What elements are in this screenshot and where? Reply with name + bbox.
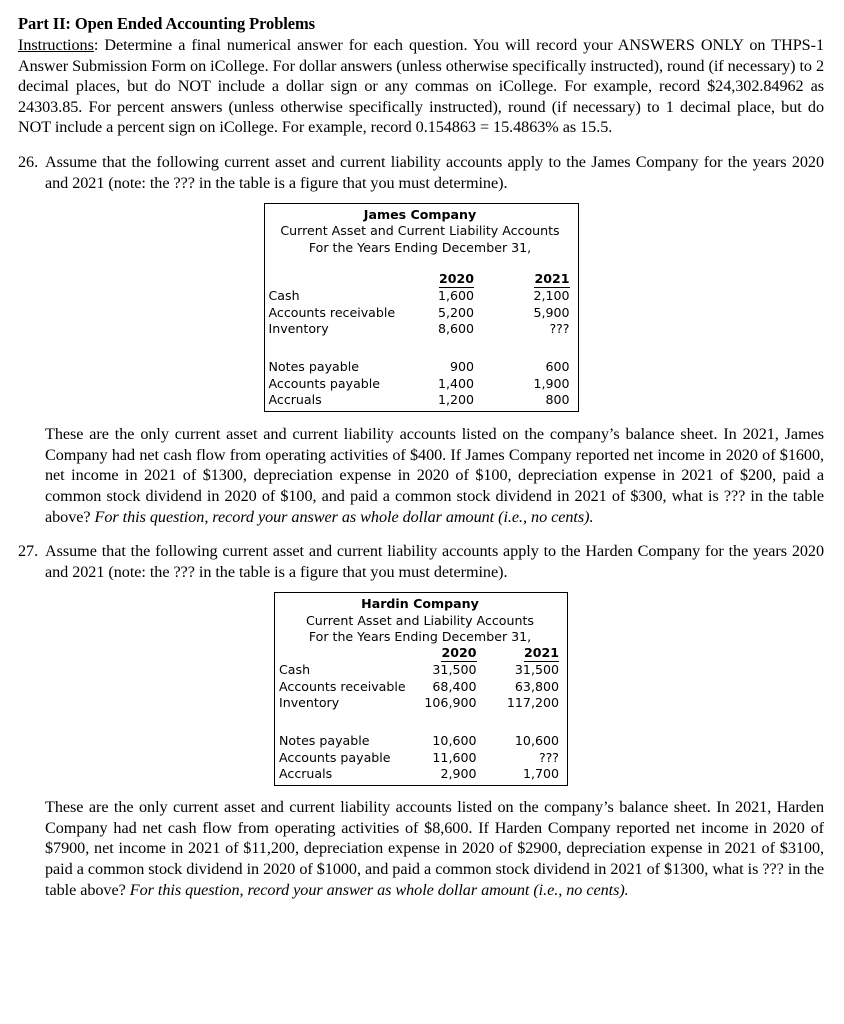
- cell-accruals-2021: 800: [545, 391, 570, 407]
- table-row: [269, 376, 572, 392]
- table-row: [279, 662, 561, 678]
- row-label-accounts-payable: Accounts payable: [268, 375, 381, 391]
- question-26-explanation-emphasis: For this question, record your answer as whole dollar amount (i.e., no cents).: [94, 507, 594, 526]
- column-header-2020: 2020: [406, 645, 491, 662]
- question-27-prompt: Assume that the following current asset and current liability accounts apply to the Harden Company for the years 2020 and 2021 (note: the ??? in the table is a figure that you must determine).: [45, 542, 824, 581]
- question-27-number: 27.: [18, 542, 39, 561]
- table-row: [279, 766, 561, 782]
- page-title: Part II: Open Ended Accounting Problems: [18, 14, 315, 33]
- cell-accounts-receivable-2020: 5,200: [437, 304, 474, 320]
- column-header-2021: 2021: [491, 645, 562, 662]
- table-row: [269, 359, 572, 375]
- cell-accounts-payable-2020: 11,600: [432, 749, 477, 765]
- table-hardin-wrapper: [18, 582, 824, 786]
- question-27-explanation-text: These are the only current asset and current liability accounts listed on the company’s balance sheet. In 2021, Harden Company had net cash flow from operating activities of $8,600. If Harden Company reported net income in 2020 of $7900, net income in 2021 of $11,200, depreciation expense in 2020 of $2900, depreciation expense in 2021 of $3100, paid a common stock dividend in 2020 of $1000, and paid a common stock dividend in 2021 of $1300, what is ??? in the table above?: [45, 798, 824, 899]
- question-26-explanation: [18, 424, 824, 527]
- question-27-explanation-emphasis: For this question, record your answer as whole dollar amount (i.e., no cents).: [129, 880, 629, 899]
- cell-accruals-2021: 1,700: [522, 765, 559, 781]
- question-27: [18, 541, 824, 582]
- james-table-subtitle-2: For the Years Ending December 31,: [308, 239, 532, 255]
- cell-accruals-2020: 1,200: [437, 391, 474, 407]
- cell-accounts-payable-2020: 1,400: [437, 375, 474, 391]
- table-section-gap: [279, 711, 561, 733]
- table-row: [279, 695, 561, 711]
- cell-accounts-receivable-2021: 63,800: [514, 678, 559, 694]
- james-table-subtitle-1: Current Asset and Current Liability Accounts: [280, 223, 560, 239]
- instructions-label: Instructions: [18, 36, 94, 54]
- spacer-cell: [269, 256, 572, 271]
- table-row: [269, 321, 572, 337]
- row-label-accruals: Accruals: [268, 391, 322, 407]
- cell-cash-2021: 2,100: [533, 288, 570, 304]
- cell-accounts-receivable-2020: 68,400: [432, 678, 477, 694]
- cell-cash-2021: 31,500: [514, 662, 559, 678]
- hardin-table-subtitle-1: Current Asset and Liability Accounts: [306, 612, 534, 628]
- table-subtitle-row-1: [279, 613, 561, 629]
- hardin-company-table: [274, 592, 568, 786]
- row-label-inventory: Inventory: [279, 695, 340, 711]
- cell-accounts-payable-2021: 1,900: [533, 375, 570, 391]
- table-james-wrapper: [18, 193, 824, 412]
- cell-accounts-receivable-2021: 5,900: [533, 304, 570, 320]
- row-label-accounts-receivable: Accounts receivable: [279, 678, 406, 694]
- table-spacer-row: [269, 256, 572, 271]
- cell-accounts-payable-2021: ???: [538, 749, 559, 765]
- cell-inventory-2021: ???: [549, 320, 570, 336]
- row-label-accounts-payable: Accounts payable: [279, 749, 391, 765]
- table-row: [269, 305, 572, 321]
- instructions-paragraph: [18, 35, 824, 138]
- row-label-inventory: Inventory: [268, 320, 329, 336]
- cell-accruals-2020: 2,900: [440, 765, 477, 781]
- table-row: [279, 750, 561, 766]
- question-26-prompt: Assume that the following current asset and current liability accounts apply to the James Company for the years 2020 and 2021 (note: the ??? in the table is a figure that you must determine).: [45, 152, 824, 192]
- cell-inventory-2020: 106,900: [424, 695, 477, 711]
- gap-cell: [279, 711, 561, 733]
- question-26-explanation-text: These are the only current asset and current liability accounts listed on the company’s balance sheet. In 2021, James Company had net cash flow from operating activities of $400. If James Company reported net income in 2020 of $1600, net income in 2021 of $1300, depreciation expense in 2020 of $100, depreciation expense in 2021 of $200, paid a common stock dividend in 2020 of $100, and paid a common stock dividend in 2021 of $300, what is ??? in the table above?: [45, 425, 824, 526]
- row-label-notes-payable: Notes payable: [268, 359, 359, 375]
- column-header-blank: [269, 271, 396, 288]
- table-subtitle-row-2: [279, 629, 561, 645]
- gap-cell: [269, 337, 572, 359]
- table-row: [279, 733, 561, 749]
- james-table-title: James Company: [363, 207, 477, 223]
- table-subtitle-row-2: [269, 240, 572, 256]
- row-label-accruals: Accruals: [279, 765, 333, 781]
- column-header-2021: 2021: [496, 271, 572, 288]
- table-subtitle-row-1: [269, 223, 572, 239]
- column-header-blank: [279, 645, 406, 662]
- james-company-table: [264, 203, 579, 412]
- question-27-explanation: [18, 797, 824, 900]
- table-row: [269, 288, 572, 304]
- table-row: [279, 679, 561, 695]
- hardin-table-subtitle-2: For the Years Ending December 31,: [308, 628, 532, 644]
- cell-cash-2020: 31,500: [432, 662, 477, 678]
- table-row: [269, 392, 572, 408]
- cell-cash-2020: 1,600: [437, 288, 474, 304]
- cell-notes-payable-2021: 10,600: [514, 733, 559, 749]
- row-label-notes-payable: Notes payable: [279, 733, 370, 749]
- question-26-number: 26.: [18, 152, 39, 171]
- instructions-text: : Determine a final numerical answer for each question. You will record your ANSWERS ONLY on THPS-1 Answer Submission Form on iCollege. For dollar answers (unless otherwise specifically instructed), round (if necessary) to 2 decimal places, but do NOT include a dollar sign or any commas on iCollege. For example, record $24,302.84962 as 24303.85. For percent answers (unless otherwise specifically instructed), round (if necessary) to 1 decimal place, but do NOT include a percent sign on iCollege. For example, record 0.154863 = 15.4863% as 15.5.: [18, 36, 824, 137]
- question-26: [18, 152, 824, 193]
- row-label-accounts-receivable: Accounts receivable: [268, 304, 396, 320]
- row-label-cash: Cash: [268, 288, 300, 304]
- column-header-2020: 2020: [395, 271, 496, 288]
- table-column-header-row: [279, 645, 561, 662]
- table-column-header-row: [269, 271, 572, 288]
- cell-notes-payable-2020: 10,600: [432, 733, 477, 749]
- table-title-row: [279, 596, 561, 612]
- cell-inventory-2021: 117,200: [506, 695, 559, 711]
- row-label-cash: Cash: [279, 662, 311, 678]
- table-section-gap: [269, 337, 572, 359]
- cell-notes-payable-2020: 900: [449, 359, 474, 375]
- table-title-row: [269, 207, 572, 223]
- cell-inventory-2020: 8,600: [437, 320, 474, 336]
- hardin-table-title: Hardin Company: [361, 596, 479, 612]
- cell-notes-payable-2021: 600: [545, 359, 570, 375]
